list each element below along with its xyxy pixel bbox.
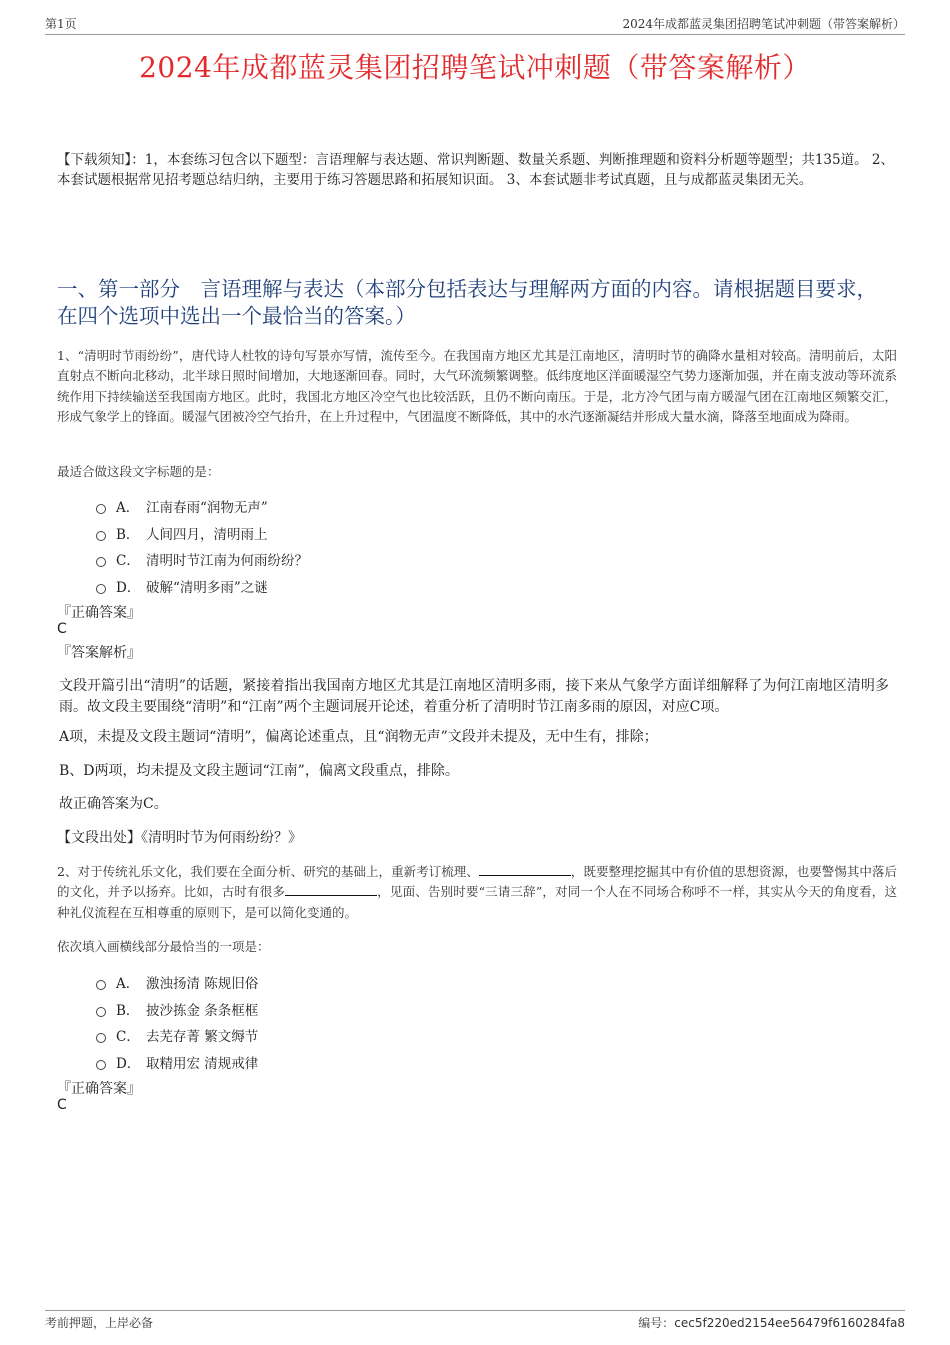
footer-divider <box>45 1310 905 1311</box>
q1-analysis-label: 『答案解析』 <box>57 645 141 661</box>
section-heading: 一、第一部分 言语理解与表达（本部分包括表达与理解两方面的内容。请根据题目要求，在四个选项中选出一个最恰当的答案。） <box>57 277 877 328</box>
q1-analysis-p4: 故正确答案为C。 <box>59 796 168 812</box>
question-1-stem: 1、“清明时节雨纷纷”，唐代诗人杜牧的诗句写景亦写情，流传至今。在我国南方地区尤其是江南地区，清明时节的确降水量相对较高。清明前后，太阳直射点不断向北移动，北半球日照时间增加，大地逐渐回春。同时，大气环流频繁调整。低纬度地区洋面暖湿空气势力逐渐加强，并在南支波动等环流系统作用下持续输送至我国南方地区。此时，我国北方地区冷空气也比较活跃，且仍不断向南压。于是，北方冷气团与南方暖湿气团在江南地区频繁交汇，形成气象学上的锋面。暖湿气团被冷空气抬升，在上升过程中，气团温度不断降低，其中的水汽逐渐凝结并形成大量水滴，降落至地面成为降雨。 <box>57 348 897 424</box>
option-text: 江南春雨“润物无声” <box>146 500 268 517</box>
footer-serial <box>638 1314 905 1331</box>
radio-icon[interactable] <box>96 1033 106 1043</box>
q2-option-c[interactable] <box>96 1022 596 1049</box>
page-number: 第1页 <box>45 17 77 31</box>
q1-analysis-p3: B、D两项，均未提及文段主题词“江南”，偏离文段重点，排除。 <box>59 763 459 779</box>
option-text: 披沙拣金 条条框框 <box>146 1002 259 1019</box>
footer-slogan: 考前押题，上岸必备 <box>45 1316 154 1330</box>
option-letter: B． <box>116 1002 140 1019</box>
q1-option-a[interactable] <box>96 493 596 520</box>
option-text: 激浊扬清 陈规旧俗 <box>146 976 259 993</box>
stem-text: 2、对于传统礼乐文化，我们要在全面分析、研究的基础上，重新考订梳理、 <box>57 864 479 879</box>
fill-blank-1[interactable] <box>479 862 571 876</box>
option-letter: D． <box>116 1055 141 1072</box>
q1-answer-value: C <box>57 621 67 637</box>
q1-analysis-p2: A项，未提及文段主题词“清明”，偏离论述重点，且“润物无声”文段并未提及，无中生有，排除； <box>59 729 658 745</box>
radio-icon[interactable] <box>96 531 106 541</box>
q1-option-d[interactable] <box>96 573 596 600</box>
q2-answer-label: 『正确答案』 <box>57 1081 141 1097</box>
radio-icon[interactable] <box>96 504 106 514</box>
question-2-options <box>96 969 596 1075</box>
option-text: 人间四月，清明雨上 <box>146 526 268 543</box>
option-letter: C． <box>116 553 140 570</box>
q1-option-c[interactable] <box>96 546 596 573</box>
q1-answer-label: 『正确答案』 <box>57 605 141 621</box>
download-notice: 【下载须知】：1，本套练习包含以下题型：言语理解与表达题、常识判断题、数量关系题、判断推理题和资料分析题等题型；共135道。 2、本套试题根据常见招考题总结归纳，主要用于练习答题思路和拓展知识面。 3、本套试题非考试真题，且与成都蓝灵集团无关。 <box>57 152 894 188</box>
radio-icon[interactable] <box>96 1060 106 1070</box>
option-letter: D． <box>116 579 141 596</box>
serial-code: cec5f220ed2154ee56479f6160284fa8 <box>674 1316 905 1330</box>
radio-icon[interactable] <box>96 980 106 990</box>
option-letter: A． <box>116 500 140 517</box>
option-text: 取精用宏 清规戒律 <box>146 1055 259 1072</box>
q2-answer-value: C <box>57 1097 67 1113</box>
radio-icon[interactable] <box>96 1007 106 1017</box>
q1-source: 【文段出处】《清明时节为何雨纷纷？》 <box>57 830 302 846</box>
option-text: 去芜存菁 繁文缛节 <box>146 1029 259 1046</box>
document-title: 2024年成都蓝灵集团招聘笔试冲刺题（带答案解析） <box>139 51 811 84</box>
option-letter: B． <box>116 526 140 543</box>
stem-text: ，既要整理挖掘其中有价值的思想资源，也要警惕其中落后的文化，并予以扬弃。比如，古时有很多 <box>57 864 897 900</box>
option-letter: A． <box>116 976 140 993</box>
option-text: 清明时节江南为何雨纷纷？ <box>146 553 308 570</box>
question-2-prompt: 依次填入画横线部分最恰当的一项是： <box>57 939 270 954</box>
question-1-options <box>96 493 596 599</box>
q1-option-b[interactable] <box>96 520 596 547</box>
option-text: 破解“清明多雨”之谜 <box>146 579 268 596</box>
radio-icon[interactable] <box>96 557 106 567</box>
option-letter: C． <box>116 1029 140 1046</box>
q1-analysis-p1: 文段开篇引出“清明”的话题，紧接着指出我国南方地区尤其是江南地区清明多雨，接下来从气象学方面详细解释了为何江南地区清明多雨。故文段主要围绕“清明”和“江南”两个主题词展开论述，着重分析了清明时节江南多雨的原因，对应C项。 <box>59 678 889 715</box>
q2-option-b[interactable] <box>96 996 596 1023</box>
question-1-prompt: 最适合做这段文字标题的是： <box>57 464 220 479</box>
serial-label: 编号： <box>638 1316 675 1330</box>
stem-text: ，见面、告别时要“三请三辞”，对同一个人在不同场合称呼不一样，其实从今天的角度看，这种礼仪流程在互相尊重的原则下，是可以简化变通的。 <box>57 884 897 920</box>
q2-option-d[interactable] <box>96 1049 596 1076</box>
page-header <box>45 14 905 35</box>
fill-blank-2[interactable] <box>285 882 377 896</box>
header-doc-title: 2024年成都蓝灵集团招聘笔试冲刺题（带答案解析） <box>622 17 905 31</box>
radio-icon[interactable] <box>96 584 106 594</box>
q2-option-a[interactable] <box>96 969 596 996</box>
question-2-stem <box>57 862 897 923</box>
